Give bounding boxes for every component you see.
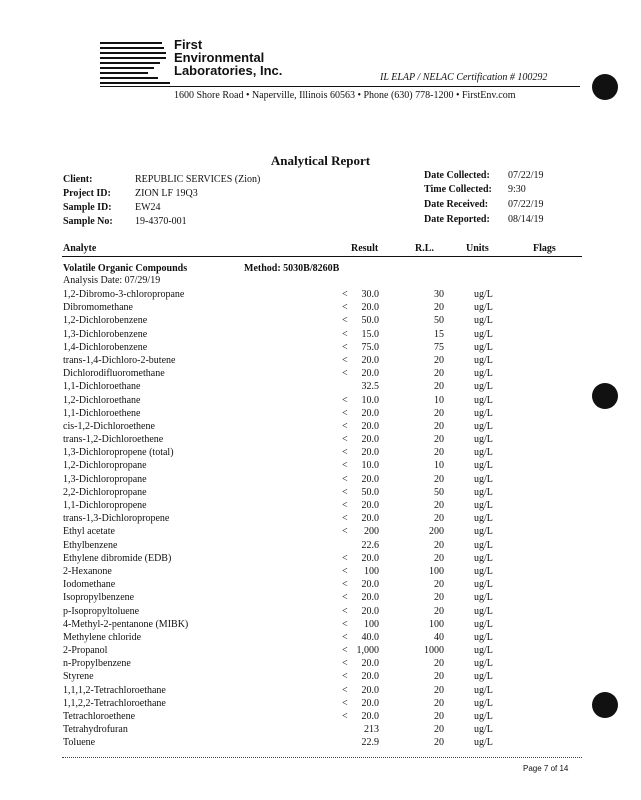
analysis-date: Analysis Date: 07/29/19 <box>63 275 161 286</box>
table-row <box>0 552 641 565</box>
analyte-name: trans-1,4-Dichloro-2-butene <box>63 354 176 366</box>
result-value: 1,000 <box>356 645 379 657</box>
units-value: ug/L <box>474 420 493 432</box>
reporting-limit: 20 <box>434 368 444 380</box>
reporting-limit: 20 <box>434 579 444 591</box>
section-title: Volatile Organic Compounds <box>63 263 188 274</box>
reporting-limit: 20 <box>434 447 444 459</box>
units-value: ug/L <box>474 289 493 300</box>
date-reported-value: 08/14/19 <box>508 214 544 225</box>
column-header-analyte: Analyte <box>63 243 97 254</box>
result-qualifier: < <box>342 341 348 353</box>
reporting-limit: 100 <box>429 565 444 577</box>
reporting-limit: 20 <box>434 407 444 419</box>
table-row <box>0 367 641 380</box>
report-title: Analytical Report <box>270 153 371 168</box>
result-qualifier: < <box>342 684 348 696</box>
result-value: 15.0 <box>361 328 379 340</box>
result-qualifier: < <box>342 500 348 511</box>
result-value: 213 <box>364 724 379 736</box>
table-row <box>0 446 641 459</box>
analyte-name: Isopropylbenzene <box>63 592 135 604</box>
reporting-limit: 20 <box>434 513 444 525</box>
analyte-name: Tetrachloroethene <box>63 711 136 722</box>
reporting-limit: 20 <box>434 737 444 749</box>
result-value: 20.0 <box>361 697 379 709</box>
result-qualifier: < <box>342 671 348 683</box>
reporting-limit: 20 <box>434 592 444 604</box>
analyte-name: cis-1,2-Dichloroethene <box>63 420 155 432</box>
analyte-name: 1,1-Dichloroethene <box>63 407 141 419</box>
analyte-name: Methylene chloride <box>63 631 142 643</box>
client-label: Client: <box>63 174 93 185</box>
units-value: ug/L <box>474 368 493 380</box>
table-row <box>0 644 641 657</box>
analyte-name: 1,4-Dichlorobenzene <box>63 341 148 353</box>
reporting-limit: 20 <box>434 539 444 551</box>
units-value: ug/L <box>474 513 493 525</box>
table-row <box>0 670 641 683</box>
result-value: 20.0 <box>361 447 379 459</box>
result-qualifier: < <box>342 565 348 577</box>
units-value: ug/L <box>474 473 493 485</box>
table-row <box>0 314 641 327</box>
analyte-name: n-Propylbenzene <box>63 658 131 670</box>
result-value: 20.0 <box>361 552 379 564</box>
result-value: 20.0 <box>361 500 379 511</box>
sample-no-label: Sample No: <box>63 216 113 227</box>
sample-id-label: Sample ID: <box>63 202 112 213</box>
analyte-name: 1,2-Dibromo-3-chloropropane <box>63 289 185 300</box>
page-number: Page 7 of 14 <box>523 764 569 773</box>
analyte-name: Tetrahydrofuran <box>63 724 128 736</box>
result-value: 20.0 <box>361 368 379 380</box>
table-row <box>0 631 641 644</box>
table-row <box>0 618 641 631</box>
analyte-name: trans-1,2-Dichloroethene <box>63 434 164 446</box>
result-value: 10.0 <box>361 460 379 472</box>
result-value: 20.0 <box>361 473 379 485</box>
analyte-name: p-Isopropyltoluene <box>63 605 140 617</box>
reporting-limit: 10 <box>434 394 444 406</box>
result-value: 20.0 <box>361 354 379 366</box>
result-qualifier: < <box>342 631 348 643</box>
result-qualifier: < <box>342 394 348 406</box>
units-value: ug/L <box>474 394 493 406</box>
reporting-limit: 40 <box>434 631 444 643</box>
result-qualifier: < <box>342 407 348 419</box>
result-qualifier: < <box>342 302 348 314</box>
reporting-limit: 50 <box>434 486 444 498</box>
reporting-limit: 20 <box>434 302 444 314</box>
result-qualifier: < <box>342 315 348 327</box>
result-qualifier: < <box>342 486 348 498</box>
result-value: 20.0 <box>361 671 379 683</box>
lab-logo <box>100 38 170 102</box>
project-value: ZION LF 19Q3 <box>135 188 198 199</box>
reporting-limit: 20 <box>434 434 444 446</box>
result-qualifier: < <box>342 460 348 472</box>
units-value: ug/L <box>474 697 493 709</box>
units-value: ug/L <box>474 631 493 643</box>
reporting-limit: 20 <box>434 500 444 511</box>
result-value: 40.0 <box>361 631 379 643</box>
column-header-result: Result <box>351 243 379 254</box>
reporting-limit: 50 <box>434 315 444 327</box>
results-table <box>0 288 641 750</box>
analyte-name: 4-Methyl-2-pentanone (MIBK) <box>63 618 189 630</box>
table-row <box>0 354 641 367</box>
analyte-name: 2,2-Dichloropropane <box>63 486 147 498</box>
analyte-name: 1,1-Dichloropropene <box>63 500 147 511</box>
analyte-name: Ethylene dibromide (EDB) <box>63 552 172 564</box>
certification: IL ELAP / NELAC Certification # 100292 <box>380 72 548 83</box>
units-value: ug/L <box>474 539 493 551</box>
result-value: 20.0 <box>361 592 379 604</box>
table-row <box>0 710 641 723</box>
reporting-limit: 20 <box>434 381 444 393</box>
result-value: 20.0 <box>361 407 379 419</box>
table-row <box>0 578 641 591</box>
units-value: ug/L <box>474 737 493 749</box>
units-value: ug/L <box>474 605 493 617</box>
time-collected-value: 9:30 <box>508 184 526 195</box>
table-row <box>0 341 641 354</box>
analyte-name: 2-Propanol <box>63 645 108 657</box>
analyte-name: 1,1-Dichloroethane <box>63 381 141 393</box>
reporting-limit: 10 <box>434 460 444 472</box>
analyte-name: Toluene <box>63 737 96 749</box>
result-value: 30.0 <box>361 289 379 300</box>
analyte-name: 1,1,2,2-Tetrachloroethane <box>63 697 166 709</box>
reporting-limit: 20 <box>434 671 444 683</box>
units-value: ug/L <box>474 579 493 591</box>
column-header-units: Units <box>466 243 489 254</box>
date-collected-label: Date Collected: <box>424 170 490 181</box>
result-qualifier: < <box>342 618 348 630</box>
lab-name-line: Laboratories, Inc. <box>174 63 283 78</box>
reporting-limit: 30 <box>434 289 444 300</box>
table-header-divider <box>62 256 582 257</box>
units-value: ug/L <box>474 645 493 657</box>
result-qualifier: < <box>342 579 348 591</box>
result-value: 50.0 <box>361 315 379 327</box>
table-row <box>0 539 641 552</box>
result-value: 22.6 <box>361 539 379 551</box>
analyte-name: 1,3-Dichloropropane <box>63 473 147 485</box>
units-value: ug/L <box>474 500 493 511</box>
analyte-name: Ethyl acetate <box>63 526 115 538</box>
units-value: ug/L <box>474 381 493 393</box>
units-value: ug/L <box>474 526 493 538</box>
lab-name-line: First <box>174 37 203 52</box>
result-value: 20.0 <box>361 711 379 722</box>
analyte-name: 1,2-Dichloropropane <box>63 460 147 472</box>
units-value: ug/L <box>474 328 493 340</box>
table-row <box>0 459 641 472</box>
result-value: 20.0 <box>361 605 379 617</box>
analyte-name: 2-Hexanone <box>63 565 112 577</box>
method-label: Method: 5030B/8260B <box>244 263 340 274</box>
result-qualifier: < <box>342 658 348 670</box>
table-row <box>0 499 641 512</box>
binder-hole <box>592 74 618 100</box>
reporting-limit: 20 <box>434 684 444 696</box>
result-value: 100 <box>364 618 379 630</box>
column-header-rl: R.L. <box>415 243 434 254</box>
units-value: ug/L <box>474 671 493 683</box>
footer-divider <box>62 757 582 758</box>
units-value: ug/L <box>474 460 493 472</box>
result-value: 200 <box>364 526 379 538</box>
reporting-limit: 20 <box>434 697 444 709</box>
analyte-name: Ethylbenzene <box>63 539 118 551</box>
table-row <box>0 288 641 301</box>
result-value: 32.5 <box>361 381 379 393</box>
units-value: ug/L <box>474 565 493 577</box>
table-row <box>0 591 641 604</box>
result-value: 20.0 <box>361 658 379 670</box>
table-row <box>0 301 641 314</box>
lab-name <box>174 38 282 77</box>
units-value: ug/L <box>474 407 493 419</box>
result-qualifier: < <box>342 552 348 564</box>
units-value: ug/L <box>474 658 493 670</box>
analyte-name: trans-1,3-Dichloropropene <box>63 513 170 525</box>
table-row <box>0 512 641 525</box>
client-value: REPUBLIC SERVICES (Zion) <box>135 174 261 185</box>
result-qualifier: < <box>342 605 348 617</box>
units-value: ug/L <box>474 341 493 353</box>
analyte-name: Styrene <box>63 671 94 683</box>
reporting-limit: 20 <box>434 473 444 485</box>
units-value: ug/L <box>474 302 493 314</box>
result-qualifier: < <box>342 526 348 538</box>
table-row <box>0 420 641 433</box>
table-row <box>0 697 641 710</box>
project-label: Project ID: <box>63 188 111 199</box>
result-qualifier: < <box>342 328 348 340</box>
result-qualifier: < <box>342 711 348 722</box>
result-qualifier: < <box>342 697 348 709</box>
result-value: 100 <box>364 565 379 577</box>
table-row <box>0 723 641 736</box>
date-received-label: Date Received: <box>424 199 489 210</box>
analyte-name: 1,3-Dichlorobenzene <box>63 328 148 340</box>
reporting-limit: 20 <box>434 552 444 564</box>
reporting-limit: 15 <box>434 328 444 340</box>
result-qualifier: < <box>342 645 348 657</box>
table-row <box>0 525 641 538</box>
table-row <box>0 380 641 393</box>
result-qualifier: < <box>342 368 348 380</box>
table-row <box>0 486 641 499</box>
analyte-name: Dichlorodifluoromethane <box>63 368 165 380</box>
result-value: 20.0 <box>361 302 379 314</box>
units-value: ug/L <box>474 592 493 604</box>
table-row <box>0 394 641 407</box>
result-qualifier: < <box>342 473 348 485</box>
analyte-name: 1,1,1,2-Tetrachloroethane <box>63 684 166 696</box>
reporting-limit: 20 <box>434 605 444 617</box>
reporting-limit: 1000 <box>424 645 444 657</box>
reporting-limit: 100 <box>429 618 444 630</box>
table-row <box>0 605 641 618</box>
date-received-value: 07/22/19 <box>508 199 544 210</box>
time-collected-label: Time Collected: <box>424 184 492 195</box>
result-qualifier: < <box>342 289 348 300</box>
units-value: ug/L <box>474 724 493 736</box>
analyte-name: 1,3-Dichloropropene (total) <box>63 447 174 459</box>
lab-name-line: Environmental <box>174 50 265 65</box>
result-qualifier: < <box>342 420 348 432</box>
reporting-limit: 75 <box>434 341 444 353</box>
result-value: 75.0 <box>361 341 379 353</box>
result-value: 20.0 <box>361 420 379 432</box>
sample-no-value: 19-4370-001 <box>135 216 187 227</box>
result-value: 20.0 <box>361 579 379 591</box>
units-value: ug/L <box>474 354 493 366</box>
sample-id-value: EW24 <box>135 202 161 213</box>
reporting-limit: 20 <box>434 658 444 670</box>
units-value: ug/L <box>474 711 493 722</box>
analyte-name: Dibromomethane <box>63 302 133 314</box>
reporting-limit: 20 <box>434 420 444 432</box>
result-value: 50.0 <box>361 486 379 498</box>
date-reported-label: Date Reported: <box>424 214 490 225</box>
result-qualifier: < <box>342 513 348 525</box>
table-row <box>0 657 641 670</box>
lab-address: 1600 Shore Road • Naperville, Illinois 60563 • Phone (630) 778-1200 • FirstEnv.com <box>174 90 516 101</box>
units-value: ug/L <box>474 434 493 446</box>
result-qualifier: < <box>342 447 348 459</box>
result-qualifier: < <box>342 592 348 604</box>
result-qualifier: < <box>342 434 348 446</box>
table-row <box>0 473 641 486</box>
analyte-name: Iodomethane <box>63 579 116 591</box>
table-row <box>0 328 641 341</box>
reporting-limit: 20 <box>434 724 444 736</box>
reporting-limit: 20 <box>434 354 444 366</box>
table-row <box>0 433 641 446</box>
header-divider <box>100 86 580 87</box>
table-row <box>0 565 641 578</box>
table-row <box>0 684 641 697</box>
units-value: ug/L <box>474 618 493 630</box>
units-value: ug/L <box>474 315 493 327</box>
result-value: 20.0 <box>361 434 379 446</box>
units-value: ug/L <box>474 552 493 564</box>
units-value: ug/L <box>474 447 493 459</box>
result-value: 20.0 <box>361 513 379 525</box>
reporting-limit: 20 <box>434 711 444 722</box>
column-header-flags: Flags <box>533 243 556 254</box>
reporting-limit: 200 <box>429 526 444 538</box>
result-value: 22.9 <box>361 737 379 749</box>
table-row <box>0 736 641 749</box>
table-row <box>0 407 641 420</box>
result-value: 10.0 <box>361 394 379 406</box>
result-qualifier: < <box>342 354 348 366</box>
units-value: ug/L <box>474 486 493 498</box>
analyte-name: 1,2-Dichloroethane <box>63 394 141 406</box>
result-value: 20.0 <box>361 684 379 696</box>
analyte-name: 1,2-Dichlorobenzene <box>63 315 148 327</box>
units-value: ug/L <box>474 684 493 696</box>
date-collected-value: 07/22/19 <box>508 170 544 181</box>
